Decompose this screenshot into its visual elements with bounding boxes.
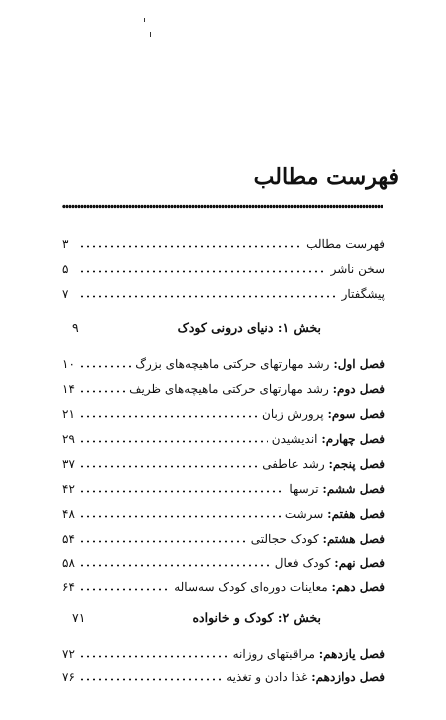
chapter-number: فصل اول: [333, 357, 385, 371]
chapter-number: فصل هشتم: [322, 532, 385, 546]
toc-section-heading[interactable] [62, 318, 385, 338]
dot-leader [80, 270, 327, 273]
chapter-title: رشد مهارتهای حرکتی ماهیچه‌های بزرگ [135, 357, 330, 371]
dot-leader [80, 295, 338, 298]
entry-label [251, 531, 385, 547]
entry-label [262, 406, 385, 422]
entry-label [275, 555, 385, 571]
page-number: ۲۹ [62, 432, 75, 446]
page-number: ۲۱ [62, 407, 75, 421]
page-number: ۴۸ [62, 507, 75, 521]
section-page-number: ۹ [72, 320, 79, 335]
scan-mark [144, 18, 145, 22]
entry-label [289, 481, 385, 497]
entry-label [233, 646, 385, 662]
chapter-title: سرشت [284, 507, 324, 521]
dot-leader [80, 588, 170, 591]
entry-label [174, 579, 385, 595]
chapter-title: غذا دادن و تغذیه [226, 670, 308, 684]
chapter-title: ترسها [289, 482, 319, 496]
dot-leader [80, 564, 271, 567]
page-number: ۳۷ [62, 457, 75, 471]
page-number: ۷ [62, 287, 69, 301]
page-number: ۵۸ [62, 556, 75, 570]
page-number: ۱۴ [62, 382, 75, 396]
chapter-number: فصل سوم: [327, 407, 385, 421]
toc-entry-chapter[interactable] [62, 452, 385, 472]
toc-entry-chapter[interactable] [62, 352, 385, 372]
chapter-title: رشد مهارتهای حرکتی ماهیچه‌های ظریف [129, 382, 329, 396]
chapter-title: مراقبتهای روزانه [232, 647, 315, 661]
entry-label [285, 506, 385, 522]
chapter-number: فصل دهم: [331, 580, 385, 594]
page-number: ۴۲ [62, 482, 75, 496]
chapter-number: فصل پنجم: [328, 457, 385, 471]
page-number: ۳ [62, 237, 69, 251]
toc-entry-front-matter[interactable] [62, 282, 385, 302]
page-number: ۶۴ [62, 580, 75, 594]
entry-label [226, 669, 385, 685]
chapter-number: فصل دوم: [332, 382, 385, 396]
chapter-number: فصل چهارم: [321, 432, 385, 446]
entry-label [135, 356, 385, 372]
dot-leader [80, 678, 222, 681]
page-number: ۱۰ [62, 357, 75, 371]
chapter-number: فصل نهم: [334, 556, 385, 570]
entry-label: سخن ناشر [330, 262, 385, 276]
section-page-number: ۷۱ [72, 610, 86, 625]
chapter-title: کودک فعال [274, 556, 331, 570]
toc-entry-chapter[interactable] [62, 575, 385, 595]
toc-entry-front-matter[interactable] [62, 257, 385, 277]
page-number: ۷۲ [62, 647, 75, 661]
dot-leader [80, 655, 229, 658]
page-number: ۵ [62, 262, 69, 276]
chapter-title: کودک حجالتی [250, 532, 319, 546]
dot-leader [80, 440, 268, 443]
chapter-number: فصل هفتم: [327, 507, 385, 521]
title-rule [62, 203, 383, 210]
toc-section-heading[interactable] [62, 608, 385, 628]
dot-leader [80, 515, 281, 518]
toc-entry-chapter[interactable] [62, 665, 385, 685]
dot-leader [80, 490, 285, 493]
chapter-number: فصل یازدهم: [318, 647, 385, 661]
page-number: ۵۴ [62, 532, 75, 546]
chapter-number: فصل دوازدهم: [311, 670, 385, 684]
entry-label [272, 431, 385, 447]
entry-label [129, 381, 385, 397]
chapter-title: رشد عاطفی [262, 457, 325, 471]
page-number: ۷۶ [62, 670, 75, 684]
toc-entry-chapter[interactable] [62, 377, 385, 397]
dot-leader [80, 365, 131, 368]
entry-label [262, 456, 385, 472]
section-label: بخش ۲: کودک و خانواده [192, 610, 321, 625]
dot-leader [80, 415, 258, 418]
toc-entry-chapter[interactable] [62, 551, 385, 571]
toc-entry-chapter[interactable] [62, 427, 385, 447]
toc-entry-front-matter[interactable] [62, 232, 385, 252]
dot-leader [80, 245, 302, 248]
toc-entry-chapter[interactable] [62, 477, 385, 497]
toc-entry-chapter[interactable] [62, 502, 385, 522]
entry-label: پیشگفتار [341, 287, 385, 301]
chapter-title: پرورش زبان [262, 407, 324, 421]
chapter-title: اندیشیدن [271, 432, 318, 446]
page-title: فهرست مطالب [253, 164, 399, 190]
chapter-title: معاینات دوره‌ای کودک سه‌ساله [174, 580, 328, 594]
scan-mark [150, 32, 151, 37]
toc-entry-chapter[interactable] [62, 527, 385, 547]
dot-leader [80, 540, 247, 543]
chapter-number: فصل ششم: [322, 482, 385, 496]
toc-entry-chapter[interactable] [62, 402, 385, 422]
section-label: بخش ۱: دنیای درونی کودک [177, 320, 321, 335]
dot-leader [80, 390, 125, 393]
entry-label: فهرست مطالب [306, 237, 385, 251]
toc-entry-chapter[interactable] [62, 642, 385, 662]
dot-leader [80, 465, 258, 468]
